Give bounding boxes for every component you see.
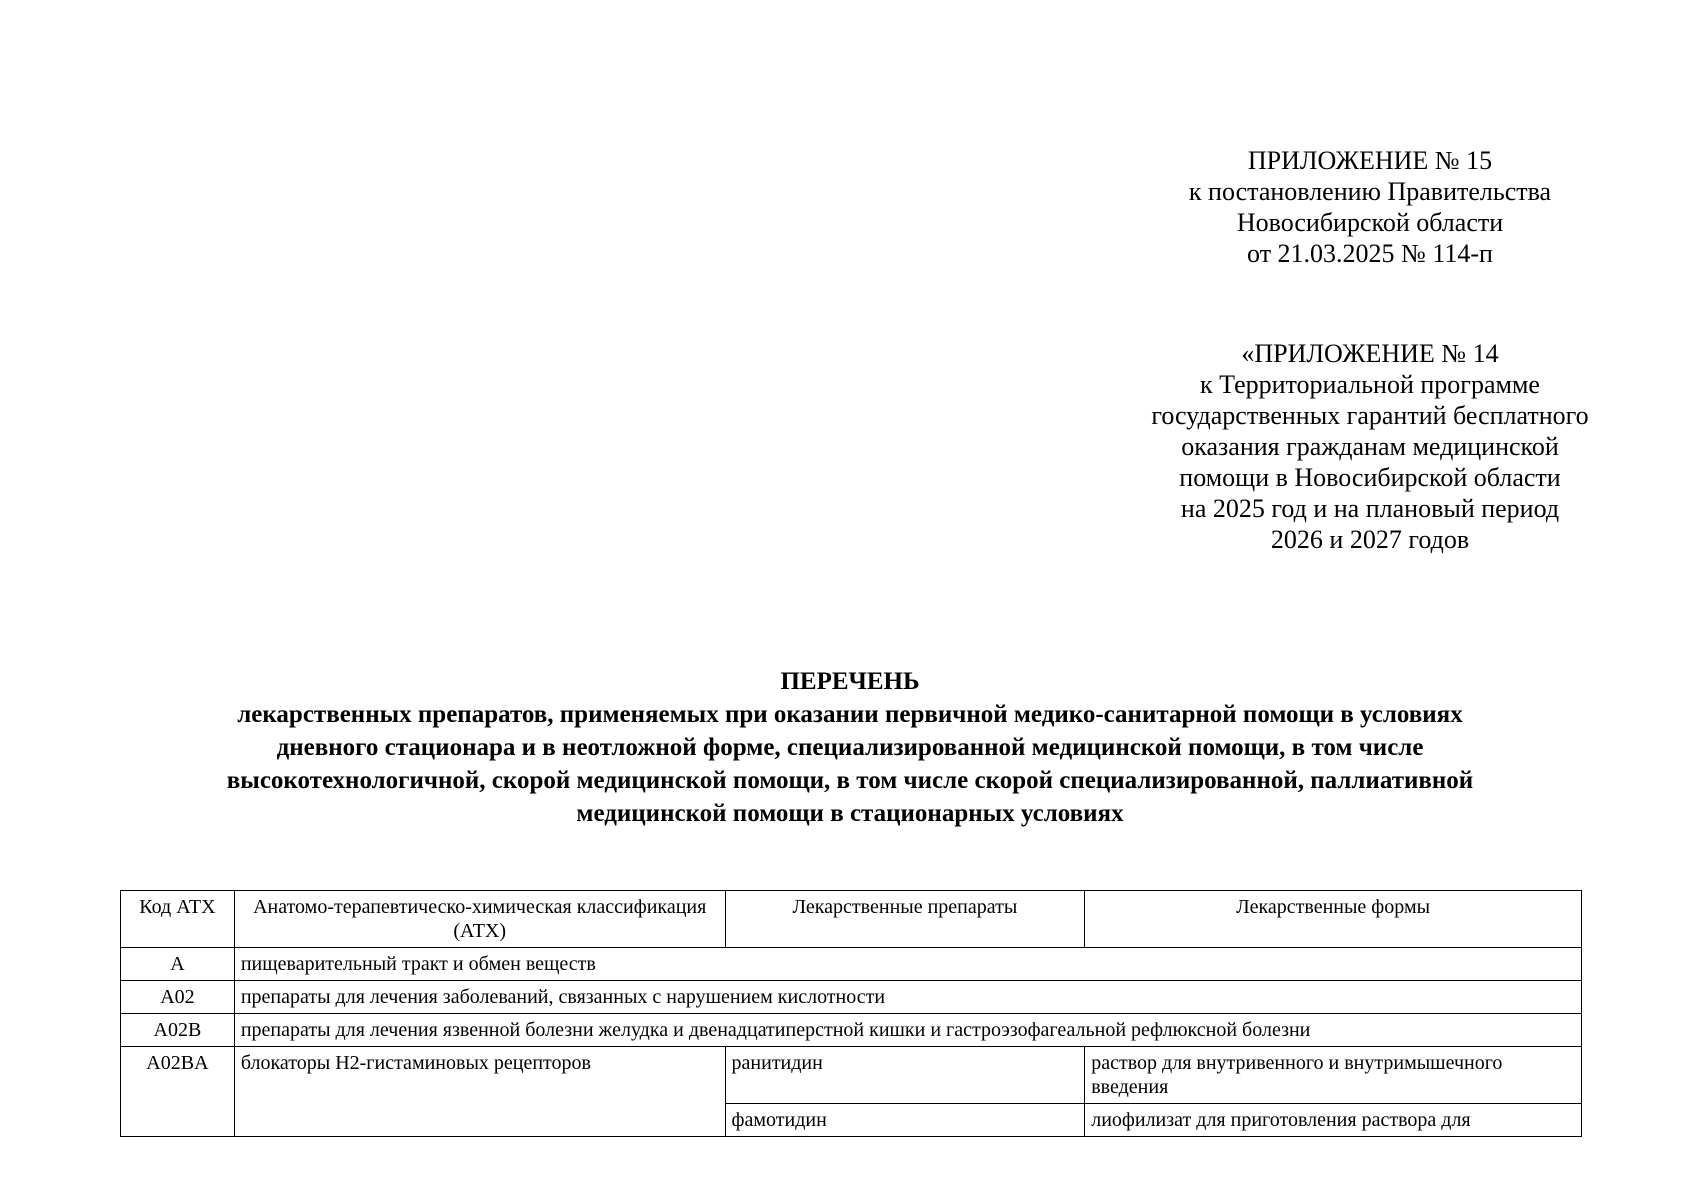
row-classification: блокаторы H2-гистаминовых рецепторов	[234, 1047, 725, 1137]
row-classification: препараты для лечения заболеваний, связанных с нарушением кислотности	[234, 981, 1581, 1014]
program-title: «ПРИЛОЖЕНИЕ № 14	[1241, 339, 1499, 368]
attachment-line: Новосибирской области	[1236, 208, 1504, 237]
program-line: государственных гарантий бесплатного	[1151, 401, 1589, 430]
row-code: A	[121, 948, 235, 981]
program-header	[1090, 338, 1650, 555]
document-title	[100, 665, 1600, 830]
attachment-title: ПРИЛОЖЕНИЕ № 15	[1247, 146, 1493, 175]
program-line: на 2025 год и на плановый период	[1180, 494, 1560, 523]
title-line: лекарственных препаратов, применяемых при оказании первичной медико-санитарной помощи в условиях	[237, 701, 1463, 728]
program-line: помощи в Новосибирской области	[1179, 463, 1561, 492]
title-heading: ПЕРЕЧЕНЬ	[780, 668, 920, 695]
header-classification: Анатомо-терапевтическо-химическая классификация (АТХ)	[234, 891, 725, 948]
attachment-date: от 21.03.2025 № 114-п	[1247, 239, 1493, 268]
title-line: медицинской помощи в стационарных условиях	[576, 800, 1124, 827]
row-classification: пищеварительный тракт и обмен веществ	[234, 948, 1581, 981]
row-classification: препараты для лечения язвенной болезни желудка и двенадцатиперстной кишки и гастроэзофагеальной рефлюксной болезни	[234, 1014, 1581, 1047]
program-line: 2026 и 2027 годов	[1270, 525, 1470, 554]
header-forms: Лекарственные формы	[1085, 891, 1582, 948]
table-row	[121, 1047, 1582, 1104]
table-header-row	[121, 891, 1582, 948]
program-line: к Территориальной программе	[1200, 370, 1540, 399]
attachment-line: к постановлению Правительства	[1188, 177, 1552, 206]
table-row	[121, 981, 1582, 1014]
drug-form: раствор для внутривенного и внутримышечного введения	[1085, 1047, 1582, 1104]
row-code: A02	[121, 981, 235, 1014]
title-line: дневного стационара и в неотложной форме, специализированной медицинской помощи, в том числе	[276, 734, 1424, 761]
drug-name: фамотидин	[725, 1104, 1085, 1137]
drug-name: ранитидин	[725, 1047, 1085, 1104]
atc-table	[120, 890, 1582, 1137]
header-drugs: Лекарственные препараты	[725, 891, 1085, 948]
attachment-header	[1150, 145, 1590, 269]
program-line: оказания гражданам медицинской	[1181, 432, 1559, 461]
title-line: высокотехнологичной, скорой медицинской помощи, в том числе скорой специализированной, паллиативной	[226, 767, 1474, 794]
row-code: A02B	[121, 1014, 235, 1047]
drug-form: лиофилизат для приготовления раствора для	[1085, 1104, 1582, 1137]
row-code: A02BA	[121, 1047, 235, 1137]
table-row	[121, 948, 1582, 981]
header-code: Код АТХ	[121, 891, 235, 948]
table-row	[121, 1014, 1582, 1047]
